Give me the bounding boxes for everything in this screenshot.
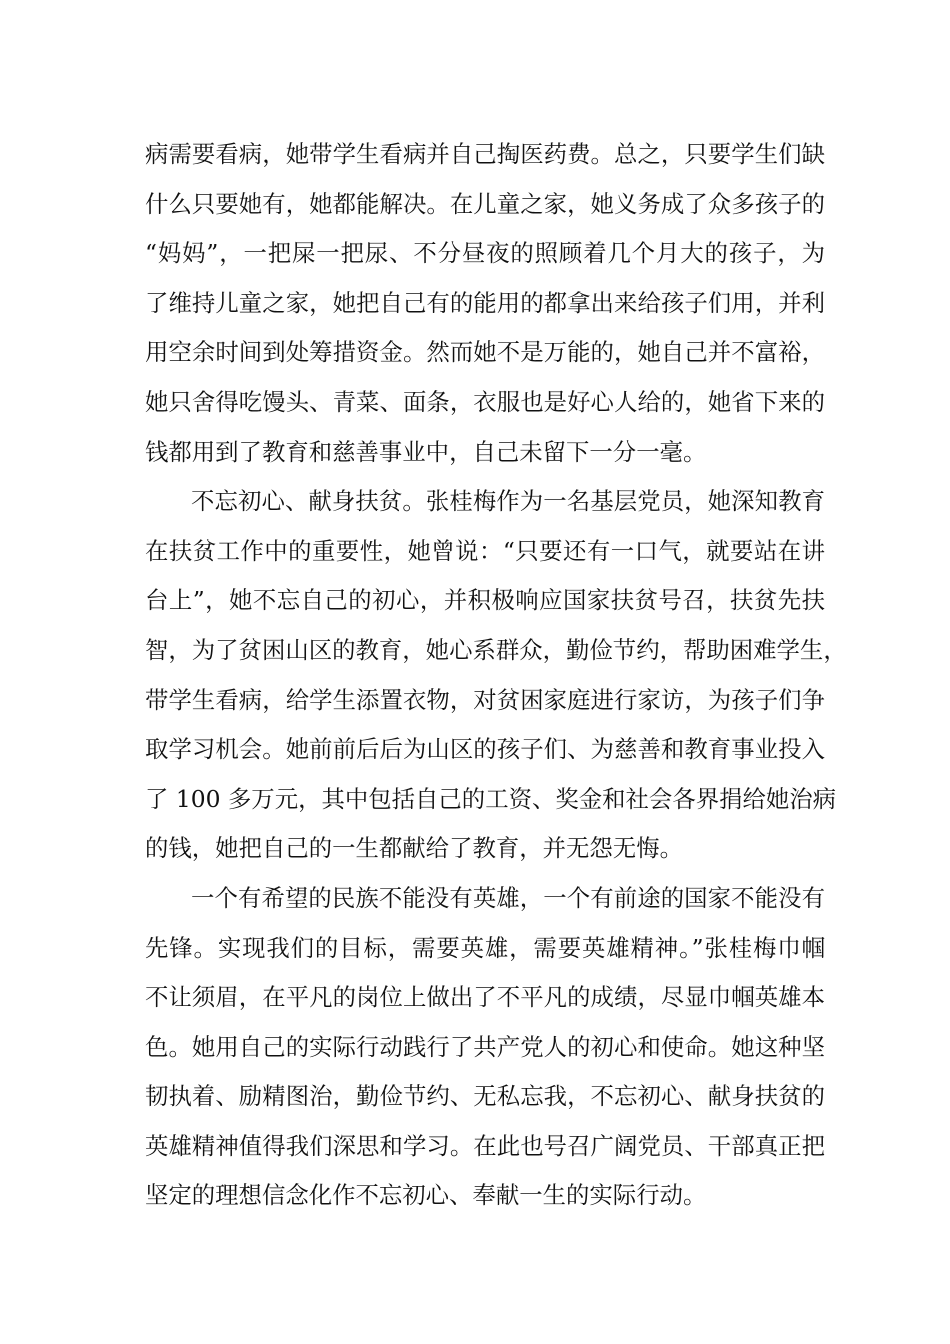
text-line: 什么只要她有，她都能解决。在儿童之家，她义务成了众多孩子的 xyxy=(145,189,825,218)
paragraph-first-line: 一个有希望的民族不能没有英雄，一个有前途的国家不能没有 xyxy=(191,883,825,912)
text-line: 在扶贫工作中的重要性，她曾说：“只要还有一口气，就要站在讲 xyxy=(145,536,825,565)
text-line: 带学生看病，给学生添置衣物，对贫困家庭进行家访，为孩子们争 xyxy=(145,685,825,714)
text-line: 用空余时间到处筹措资金。然而她不是万能的，她自己并不富裕， xyxy=(145,338,825,367)
text-line: “妈妈”，一把屎一把尿、不分昼夜的照顾着几个月大的孩子，为 xyxy=(145,239,825,268)
text-line: 英雄精神值得我们深思和学习。在此也号召广阔党员、干部真正把 xyxy=(145,1131,825,1160)
text-line: 智，为了贫困山区的教育，她心系群众，勤俭节约，帮助困难学生， xyxy=(145,635,847,664)
text-line: 病需要看病，她带学生看病并自己掏医药费。总之，只要学生们缺 xyxy=(145,140,825,168)
paragraph-first-line: 不忘初心、献身扶贫。张桂梅作为一名基层党员，她深知教育 xyxy=(191,487,825,516)
text-line: 台上”，她不忘自己的初心，并积极响应国家扶贫号召，扶贫先扶 xyxy=(145,586,825,615)
text-line: 取学习机会。她前前后后为山区的孩子们、为慈善和教育事业投入 xyxy=(145,735,825,764)
text-line: 韧执着、励精图治，勤俭节约、无私忘我，不忘初心、献身扶贫的 xyxy=(145,1082,825,1111)
text-line: 了维持儿童之家，她把自己有的能用的都拿出来给孩子们用，并利 xyxy=(145,288,825,317)
text-line: 不让须眉，在平凡的岗位上做出了不平凡的成绩，尽显巾帼英雄本 xyxy=(145,983,825,1012)
text-line: 坚定的理想信念化作不忘初心、奉献一生的实际行动。 xyxy=(145,1181,707,1210)
text-line: 色。她用自己的实际行动践行了共产党人的初心和使命。她这种坚 xyxy=(145,1032,825,1061)
text-line: 钱都用到了教育和慈善事业中，自己未留下一分一毫。 xyxy=(145,437,707,466)
text-line: 了 100 多万元，其中包括自己的工资、奖金和社会各界捐给她治病 xyxy=(145,784,837,813)
text-line: 她只舍得吃馒头、青菜、面条，衣服也是好心人给的，她省下来的 xyxy=(145,387,825,416)
body-text xyxy=(145,130,847,1221)
text-line: 的钱，她把自己的一生都献给了教育，并无怨无悔。 xyxy=(145,834,683,863)
text-line: 先锋。实现我们的目标，需要英雄，需要英雄精神。”张桂梅巾帼 xyxy=(145,933,825,962)
